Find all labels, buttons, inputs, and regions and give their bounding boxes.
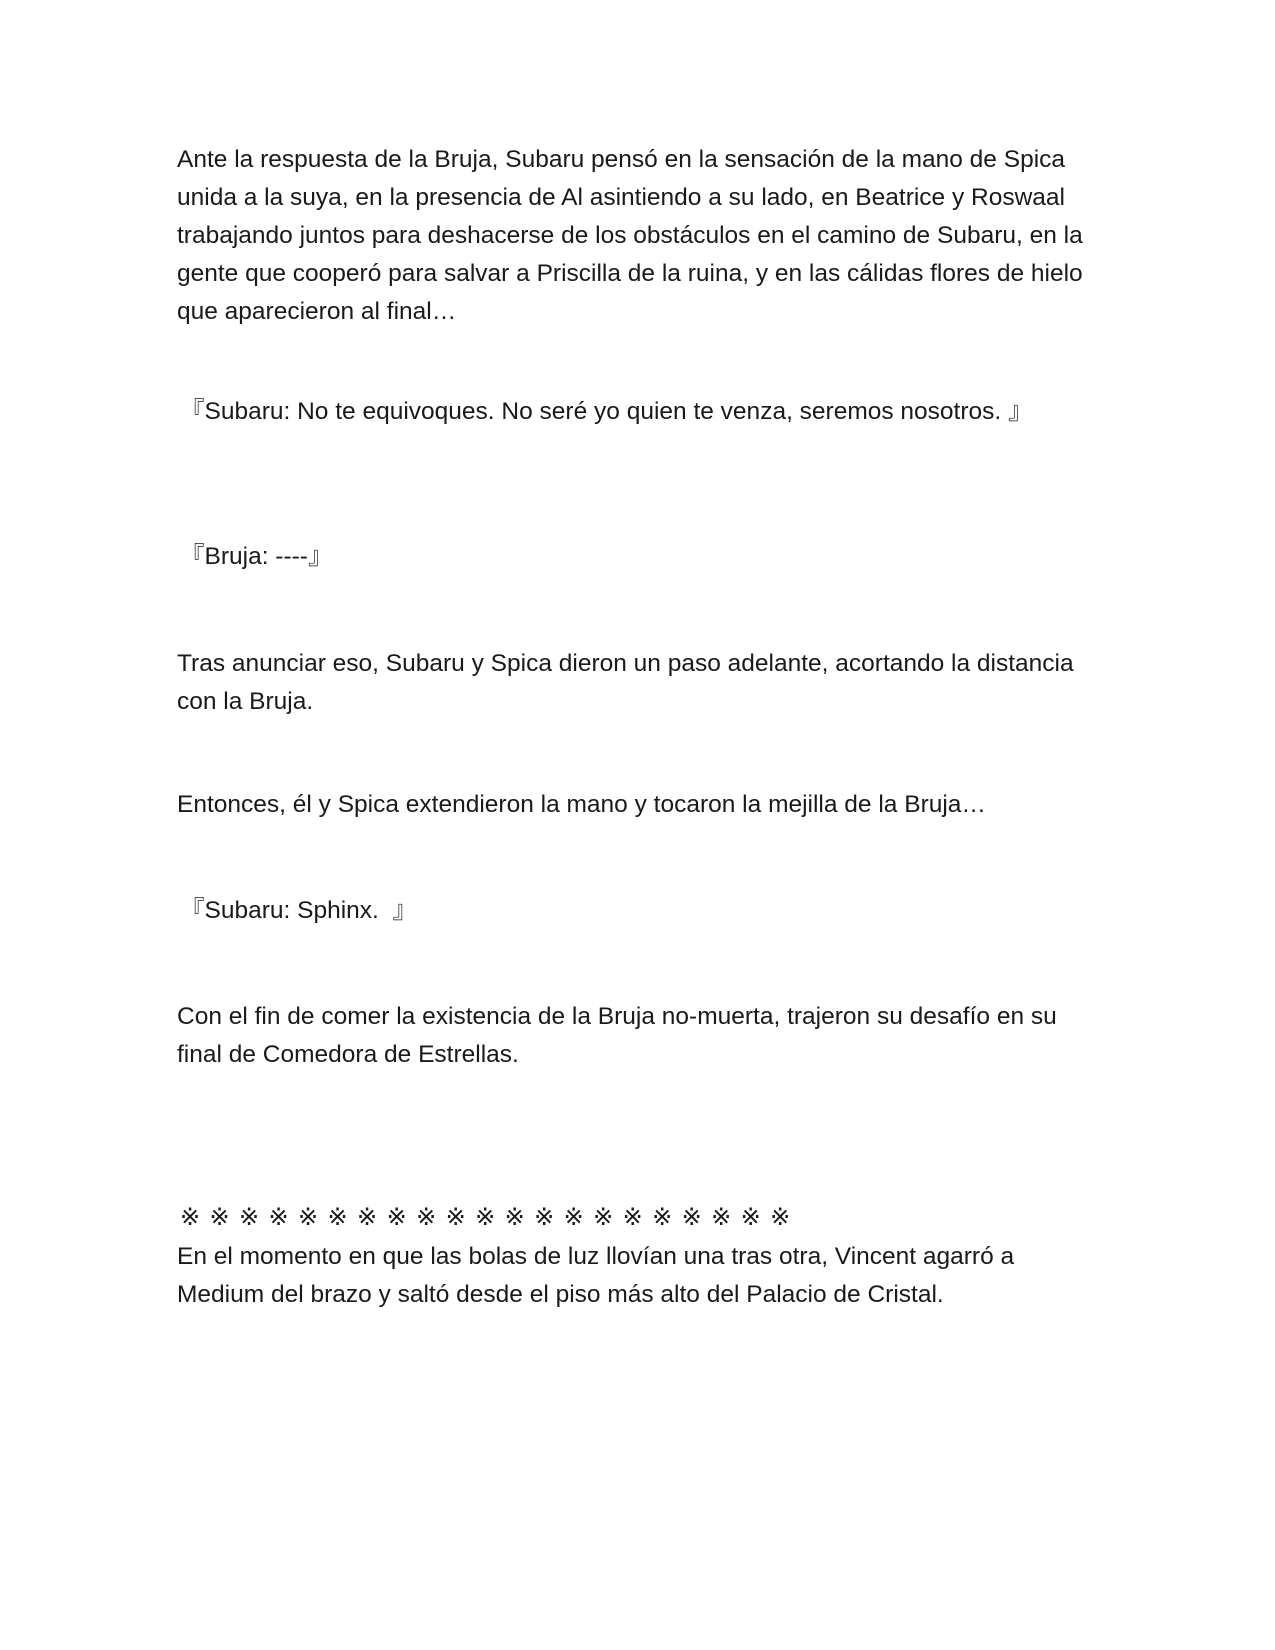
paragraph-touch-cheek: Entonces, él y Spica extendieron la mano y tocaron la mejilla de la Bruja… [177, 791, 986, 818]
scene-separator: ※※※※※※※※※※※※※※※※※※※※※ [180, 1203, 800, 1231]
dialogue-subaru-sphinx: 『Subaru: Sphinx. 』 [180, 897, 417, 924]
paragraph-subaru-reflection: Ante la respuesta de la Bruja, Subaru pensó en la sensación de la mano de Spica unida a la suya, en la presencia de Al asintiendo a su lado, en Beatrice y Roswaal trabajando juntos para deshacerse de los obstáculos en el camino de Subaru, en la gente que cooperó para salvar a Priscilla de la ruina, y en las cálidas flores de hielo que aparecieron al final… [177, 146, 1083, 325]
paragraph-step-forward: Tras anunciar eso, Subaru y Spica dieron un paso adelante, acortando la distancia con la Bruja. [177, 650, 1074, 715]
paragraph-star-eater: Con el fin de comer la existencia de la Bruja no-muerta, trajeron su desafío en su final de Comedora de Estrellas. [177, 1003, 1057, 1068]
dialogue-bruja: 『Bruja: ----』 [180, 543, 333, 570]
dialogue-subaru-not-me: 『Subaru: No te equivoques. No seré yo quien te venza, seremos nosotros. 』 [180, 398, 1033, 425]
paragraph-vincent-jump: En el momento en que las bolas de luz llovían una tras otra, Vincent agarró a Medium del brazo y saltó desde el piso más alto del Palacio de Cristal. [177, 1243, 1015, 1308]
